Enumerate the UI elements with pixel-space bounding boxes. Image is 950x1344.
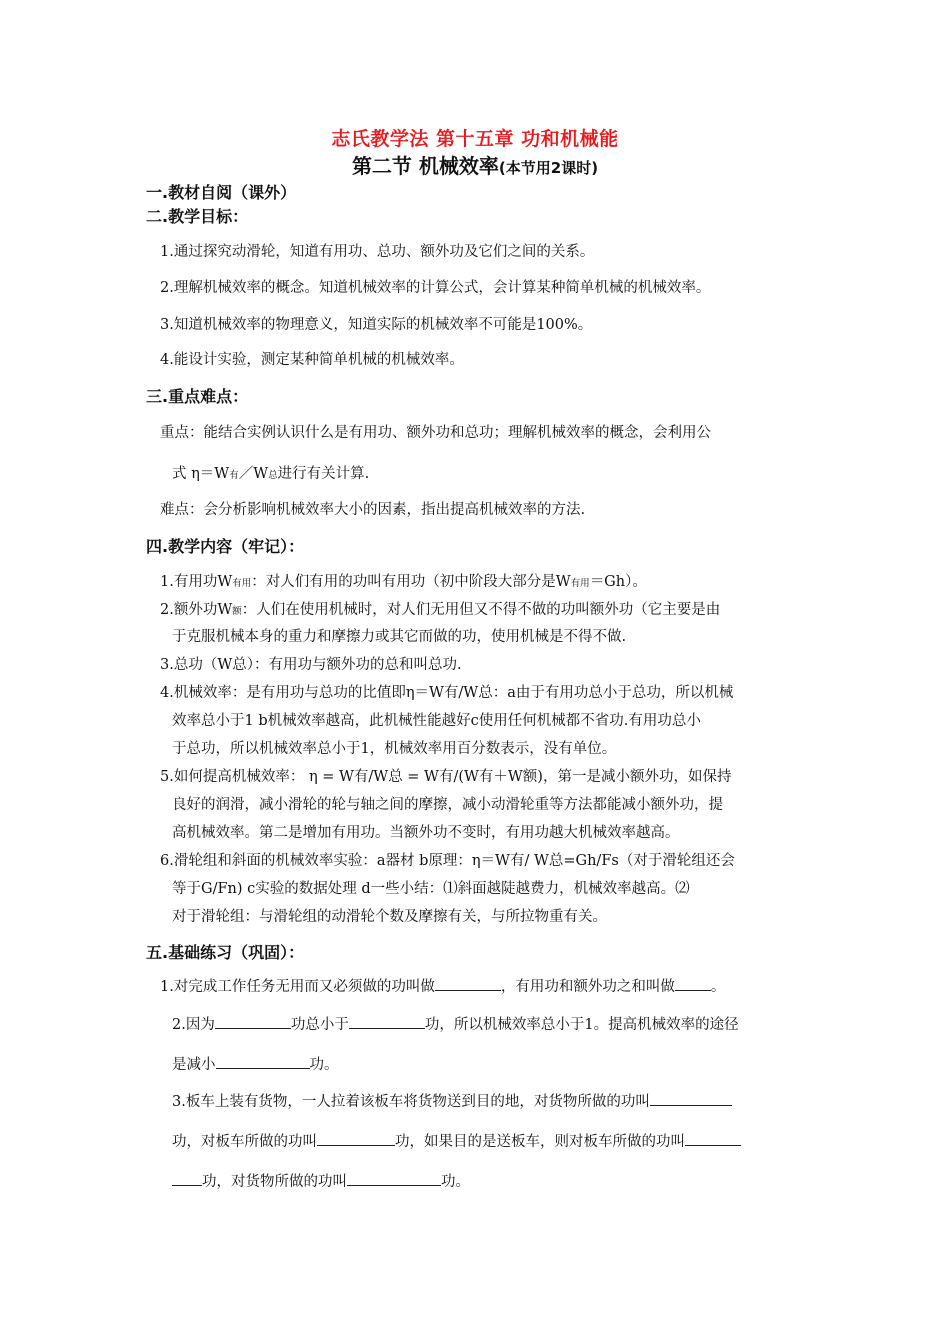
heading-teaching-content: 四.教学内容（牢记）： (146, 537, 305, 556)
exercise-text: 功，对货物所做的功叫 (202, 1174, 347, 1190)
exercise-text: 3.板车上装有货物，一人拉着该板车将货物送到目的地，对货物所做的功叫 (172, 1094, 650, 1110)
goal-item: 1.通过探究动滑轮，知道有用功、总功、额外功及它们之间的关系。 (160, 244, 595, 260)
goal-item: 3.知道机械效率的物理意义，知道实际的机械效率不可能是100%。 (160, 317, 593, 333)
goal-item: 4.能设计实验，测定某种简单机械的机械效率。 (160, 352, 464, 368)
answer-blank[interactable] (349, 1014, 425, 1029)
exercise-text: 功。 (441, 1174, 470, 1190)
formula-subscript: 总 (268, 470, 278, 481)
exercise-item (172, 1053, 339, 1074)
answer-blank[interactable] (435, 976, 501, 991)
content-item: 3.总功（W总）：有用功与额外功的总和叫总功. (160, 657, 462, 673)
section-title-text: 第二节 机械效率 (351, 154, 499, 178)
content-item (160, 570, 647, 591)
content-item: 5.如何提高机械效率： η = W有/W总 = W有/(W有＋W额)，第一是减小额外功，如保持 (160, 769, 732, 785)
answer-blank[interactable] (685, 1131, 741, 1146)
heading-key-points: 三.重点难点： (146, 387, 249, 406)
exercise-item (172, 1170, 470, 1191)
content-item: 对于滑轮组：与滑轮组的动滑轮个数及摩擦有关，与所拉物重有关。 (172, 909, 607, 925)
answer-blank[interactable] (317, 1131, 395, 1146)
content-item: 6.滑轮组和斜面的机械效率实验：a器材 b原理：η＝W有/ W总=Gh/Fs（对于滑轮组还会 (160, 853, 735, 869)
heading-exercises: 五.基础练习（巩固）： (146, 943, 305, 962)
exercise-text: 功总小于 (290, 1017, 349, 1033)
answer-blank[interactable] (347, 1171, 441, 1186)
answer-blank[interactable] (216, 1054, 310, 1069)
answer-blank[interactable] (650, 1091, 732, 1106)
content-item: 4.机械效率：是有用功与总功的比值即η＝W有/W总：a由于有用功总小于总功，所以机械 (160, 685, 734, 701)
content-item: 等于G/Fn) c实验的数据处理 d一些小结：⑴斜面越陡越费力，机械效率越高。⑵ (172, 881, 690, 897)
goal-item: 2.理解机械效率的概念。知道机械效率的计算公式，会计算某种简单机械的机械效率。 (160, 280, 711, 296)
exercise-text: 功。 (309, 1057, 339, 1073)
key-point-formula (172, 462, 369, 483)
heading-teaching-goals: 二.教学目标： (146, 207, 249, 226)
content-text: ：对人们有用的功叫有用功（初中阶段大部分是W (251, 574, 571, 590)
content-text: ：人们在使用机械时，对人们无用但又不得不做的功叫额外功（它主要是由 (241, 602, 721, 618)
content-item: 高机械效率。第二是增加有用功。当额外功不变时，有用功越大机械效率越高。 (172, 825, 680, 841)
content-item (160, 598, 720, 619)
content-item: 于总功，所以机械效率总小于1，机械效率用百分数表示，没有单位。 (172, 741, 617, 757)
content-subscript: 有用 (232, 578, 252, 589)
exercise-text: 2.因为 (172, 1017, 215, 1033)
exercise-text: 1.对完成工作任务无用而又必须做的功叫做 (160, 979, 435, 995)
exercise-text: ，有用功和额外功之和叫做 (500, 979, 675, 995)
content-subscript: 额 (232, 606, 242, 617)
document-title: 志氏教学法 第十五章 功和机械能 (331, 128, 619, 150)
content-text: 1.有用功W (160, 574, 233, 590)
exercise-text: 是减小 (172, 1057, 216, 1073)
exercise-text: 功，对板车所做的功叫 (172, 1134, 317, 1150)
content-text: 2.额外功W (160, 602, 233, 618)
answer-blank[interactable] (215, 1014, 291, 1029)
exercise-item (172, 1130, 741, 1151)
key-point-text: 重点：能结合实例认识什么是有用功、额外功和总功；理解机械效率的概念，会利用公 (160, 425, 711, 441)
content-item: 效率总小于1 b机械效率越高，此机械性能越好c使用任何机械都不省功.有用功总小 (172, 713, 701, 729)
content-item: 于克服机械本身的重力和摩擦力或其它而做的功，使用机械是不得不做. (172, 629, 627, 645)
content-item: 良好的润滑，减小滑轮的轮与轴之间的摩擦，减小动滑轮重等方法都能减小额外功，提 (172, 797, 723, 813)
formula-part: ／W (238, 466, 269, 482)
answer-blank[interactable] (675, 976, 711, 991)
exercise-item (160, 975, 725, 996)
exercise-text: 。 (710, 979, 726, 995)
formula-part: 式 η＝W (172, 466, 230, 482)
exercise-text: 功，所以机械效率总小于1。提高机械效率的途径 (424, 1017, 739, 1033)
formula-subscript: 有 (229, 470, 239, 481)
section-title (0, 150, 950, 179)
difficulty-text: 难点：会分析影响机械效率大小的因素，指出提高机械效率的方法. (160, 502, 586, 518)
content-subscript: 有用 (570, 578, 590, 589)
answer-blank[interactable] (172, 1171, 202, 1186)
exercise-item (172, 1090, 732, 1111)
exercise-item (172, 1013, 739, 1034)
formula-part: 进行有关计算. (277, 466, 370, 482)
exercise-text: 功，如果目的是送板车，则对板车所做的功叫 (395, 1134, 685, 1150)
heading-self-reading: 一.教材自阅（课外） (146, 183, 297, 202)
section-title-note: (本节用2课时) (498, 159, 599, 177)
content-text: ＝Gh）。 (589, 574, 647, 590)
